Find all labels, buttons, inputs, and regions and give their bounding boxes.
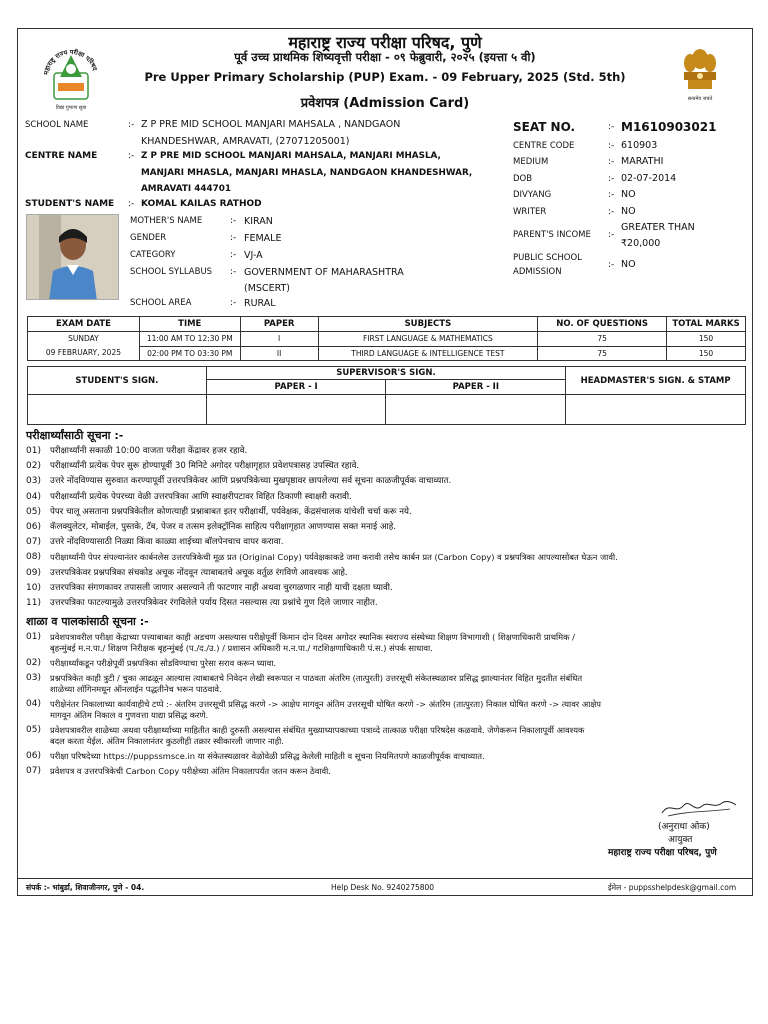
writer-value: NO xyxy=(621,206,636,217)
school-instructions-list xyxy=(26,632,748,781)
list-item: 05) प्रवेशपत्रावरील शाळेच्या अथवा परीक्षार्थ्याच्या माहितीत काही दुरुस्ती असल्यास संबंधित मुख्याध्यापकाच्या पत्राव्दे तात्काळ परीक्षा परिषदेस कळवावे. जेणेकरून निकालापूर्वी आवश्यक बदल करता येईल. अंतिम निकालानंतर कुठलीही तक्रार स्वीकारली जाणार नाही. xyxy=(26,725,585,746)
logo-motto-text: विद्या गुणाण सूत्रा xyxy=(55,105,87,111)
list-item: 06) कॅलक्युलेटर, मोबाईल, पुस्तके, टॅब, पेजर व तत्सम इलेक्ट्रॉनिक साहित्य परीक्षागृहात आणण्यास सक्त मनाई आहे. xyxy=(26,521,397,532)
row1-questions: 75 xyxy=(538,332,667,347)
school-name-label: SCHOOL NAME xyxy=(25,120,89,130)
gender-sep: :- xyxy=(230,233,237,243)
seat-no-sep: :- xyxy=(608,122,615,132)
syllabus-line1: GOVERNMENT OF MAHARASHTRA xyxy=(244,267,404,278)
commissioner-designation: आयुक्त xyxy=(668,835,693,845)
centre-code-label: CENTRE CODE xyxy=(513,141,575,151)
list-item: 03) प्रश्नपत्रिकेत काही त्रुटी / चुका आढळून आल्यास त्याबाबतचे निवेदन लेखी स्वरूपात न पाठवता अंतरिम (तात्पुरती) उत्तरसूची संकेतस्थळावर प्रसिद्ध झाल्यानंतर विहित मुदतीत संबंधित शाळेच्या लॉगिनमधून ऑनलाईन पद्धतीनेच भरून पाठवावे. xyxy=(26,673,583,694)
income-sep: :- xyxy=(608,230,615,240)
list-item: 04) परीक्षेनंतर निकालाच्या कार्यवाहीचे टप्पे :- अंतरिम उत्तरसूची प्रसिद्ध करणे -> आक्षेप मागवून अंतिम उत्तरसूची घोषित करणे -> अंतरिम (तात्पुरता) निकाल घोषित करणे -> त्यावर आक्षेप मागवून अंतिम निकाल व गुणवत्ता याद्या प्रसिद्ध करणे. xyxy=(26,699,601,720)
syllabus-label: SCHOOL SYLLABUS xyxy=(130,267,213,277)
dob-label: DOB xyxy=(513,174,533,184)
list-item: 02) परीक्षार्थ्यांनी प्रत्येक पेपर सुरू होण्यापूर्वी 30 मिनिटे अगोदर परीक्षागृहात प्रवेशपत्रासह उपस्थित रहावे. xyxy=(26,461,360,472)
col-subjects: SUBJECTS xyxy=(318,317,538,332)
medium-label: MEDIUM xyxy=(513,157,549,167)
centre-name-line1: Z P PRE MID SCHOOL MANJARI MAHSALA, MANJARI MHASLA, xyxy=(141,151,441,161)
area-value: RURAL xyxy=(244,298,276,309)
headmaster-sign-box xyxy=(566,395,746,425)
public-school-sep: :- xyxy=(608,260,615,270)
area-sep: :- xyxy=(230,298,237,308)
centre-name-sep: :- xyxy=(128,151,135,161)
divyang-label: DIVYANG xyxy=(513,190,552,200)
gender-value: FEMALE xyxy=(244,233,282,244)
centre-code-sep: :- xyxy=(608,141,615,151)
category-label: CATEGORY xyxy=(130,250,176,260)
public-school-label-line1: PUBLIC SCHOOL xyxy=(513,253,582,263)
row1-paper: I xyxy=(240,332,318,347)
exam-schedule-table xyxy=(27,316,746,361)
mother-name: KIRAN xyxy=(244,216,273,227)
list-item: 07) प्रवेशपत्र व उत्तरपत्रिकेची Carbon Copy परीक्षेच्या अंतिम निकालापर्यंत जतन करून ठेवावी. xyxy=(26,766,331,776)
admission-card-title: प्रवेशपत्र (Admission Card) xyxy=(300,96,470,111)
supervisor-sign-header: SUPERVISOR'S SIGN. xyxy=(206,367,565,380)
divyang-value: NO xyxy=(621,189,636,200)
writer-label: WRITER xyxy=(513,207,547,217)
centre-name-line2: MANJARI MHASLA, MANJARI MHASLA, NANDGAON KHANDESHWAR, xyxy=(141,168,473,178)
centre-code-value: 610903 xyxy=(621,140,658,151)
col-paper: PAPER xyxy=(240,317,318,332)
paper2-sign-box xyxy=(386,395,566,425)
list-item: 05) पेपर चालू असताना प्रश्नपत्रिकेतील कोणत्याही प्रश्नाबाबत इतर परीक्षार्थी, पर्यवेक्षक, केंद्रसंचालक यांचेशी चर्चा करू नये. xyxy=(26,506,412,517)
row2-subject: THIRD LANGUAGE & INTELLIGENCE TEST xyxy=(318,346,538,361)
centre-name-line3: AMRAVATI 444701 xyxy=(141,184,231,194)
school-instructions-title: शाळा व पालकांसाठी सूचना :- xyxy=(26,615,149,628)
list-item: 07) उत्तरे नोंदविण्यासाठी निळ्या किंवा काळ्या शाईच्या बॉलपेनचाच वापर करावा. xyxy=(26,537,284,548)
footer-divider xyxy=(18,878,752,879)
student-name-sep: :- xyxy=(128,199,135,209)
emblem-motto: सत्यमेव जयते xyxy=(687,96,713,102)
medium-value: MARATHI xyxy=(621,156,664,167)
logo-arc-text: महाराष्ट्र राज्य परीक्षा परिषद xyxy=(43,48,98,76)
exam-date-date: 09 FEBRUARY, 2025 xyxy=(45,348,121,357)
commissioner-name: (अनुराधा ओक) xyxy=(658,822,710,832)
col-time: TIME xyxy=(139,317,240,332)
list-item: 03) उत्तरे नोंदविण्यास सुरुवात करण्यापूर्वी उत्तरपत्रिकेवर आणि प्रश्नपत्रिकेच्या मुखपृष्ठावर छापलेल्या सर्व सूचना काळजीपूर्वक वाचाव्यात. xyxy=(26,476,452,487)
table-row xyxy=(28,332,746,347)
school-name-line2: KHANDESHWAR, AMRAVATI, (27071205001) xyxy=(141,136,350,147)
list-item: 01) परीक्षार्थ्यांनी सकाळी 10:00 वाजता परीक्षा केंद्रावर हजर रहावे. xyxy=(26,446,248,456)
dob-sep: :- xyxy=(608,174,615,184)
headmaster-sign-header: HEADMASTER'S SIGN. & STAMP xyxy=(566,367,746,395)
seat-no-label: SEAT NO. xyxy=(513,120,576,134)
medium-sep: :- xyxy=(608,157,615,167)
list-item: 06) परीक्षा परिषदेच्या https://puppssmsce.in या संकेतस्थळावर वेळोवेळी प्रसिद्ध केलेली माहिती व सूचना नियमितपणे काळजीपूर्वक वाचाव्यात. xyxy=(26,751,485,761)
income-label: PARENT'S INCOME xyxy=(513,230,591,240)
row2-paper: II xyxy=(240,346,318,361)
student-photo xyxy=(26,214,119,300)
paper1-sign-header: PAPER - I xyxy=(206,380,386,395)
writer-sep: :- xyxy=(608,207,615,217)
exam-title-english: Pre Upper Primary Scholarship (PUP) Exam. - 09 February, 2025 (Std. 5th) xyxy=(144,70,626,84)
gender-label: GENDER xyxy=(130,233,167,243)
list-item: 10) उत्तरपत्रिका संगणकावर तपासली जाणार असल्याने ती फाटणार नाही अथवा चुरगळणार नाही याची दक्षता घ्यावी. xyxy=(26,582,393,593)
list-item: 09) उत्तरपत्रिकेवर प्रश्नपत्रिका संचकोड अचूक नोंदवून त्याबाबतचे अचूक वर्तुळ रंगविणे आवश्यक आहे. xyxy=(26,567,348,578)
col-total-marks: TOTAL MARKS xyxy=(667,317,746,332)
divyang-sep: :- xyxy=(608,190,615,200)
dob-value: 02-07-2014 xyxy=(621,173,677,184)
list-item: 01) प्रवेशपत्रावरील परीक्षा केंद्राच्या पत्त्याबाबत काही अडचण असल्यास परीक्षेपूर्वी किमान दोन दिवस अगोदर स्थानिक स्वराज्य संस्थेच्या शिक्षण विभागाशी ( शिक्षणाधिकारी प्राथमिक / बृहन्मुंबई म.न.पा./ शिक्षण निरीक्षक बृहन्मुंबई (प./द./उ.) / प्रशासन अधिकारी म.न.पा./ गटशिक्षणाधिकारी पं.स.) संपर्क साधावा. xyxy=(26,632,575,653)
school-name-line1: Z P PRE MID SCHOOL MANJARI MAHSALA , NANDGAON xyxy=(141,119,401,130)
category-value: VJ-A xyxy=(244,250,263,261)
mother-name-label: MOTHER'S NAME xyxy=(130,216,203,226)
student-instructions-list xyxy=(26,446,746,613)
row1-marks: 150 xyxy=(667,332,746,347)
student-sign-box xyxy=(28,395,207,425)
area-label: SCHOOL AREA xyxy=(130,298,192,308)
row2-questions: 75 xyxy=(538,346,667,361)
signature-table xyxy=(27,366,746,425)
category-sep: :- xyxy=(230,250,237,260)
public-school-label-line2: ADMISSION xyxy=(513,267,562,277)
footer-email: ईमेल - puppsshelpdesk@gmail.com xyxy=(608,883,737,892)
commissioner-signature xyxy=(658,797,738,819)
list-item: 02) परीक्षार्थ्यांकडून परीक्षेपूर्वी प्रश्नपत्रिका सोडविण्याचा पुरेसा सराव करून घ्यावा. xyxy=(26,658,277,668)
row2-time: 02:00 PM TO 03:30 PM xyxy=(139,346,240,361)
list-item: 11) उत्तरपत्रिका फाटल्यामुळे उत्तरपत्रिकेवर रंगविलेले पर्याय दिसत नसल्यास त्या प्रश्नांचे गुण दिले जाणार नाहीत. xyxy=(26,597,378,608)
exam-date-day: SUNDAY xyxy=(68,334,99,343)
student-instructions-title: परीक्षार्थ्यांसाठी सूचना :- xyxy=(26,429,124,442)
mother-name-sep: :- xyxy=(230,216,237,226)
public-school-value: NO xyxy=(621,259,636,270)
footer-helpdesk: Help Desk No. 9240275800 xyxy=(331,883,435,892)
admission-card xyxy=(17,28,753,896)
list-item: 04) परीक्षार्थ्यांनी प्रत्येक पेपरच्या वेळी उत्तरपत्रिका आणि स्वाक्षरीपटावर विहित ठिकाणी स्वाक्षरी करावी. xyxy=(26,491,352,502)
student-name-label: STUDENT'S NAME xyxy=(25,199,115,209)
board-title: महाराष्ट्र राज्य परीक्षा परिषद, पुणे xyxy=(288,33,482,52)
seat-no-value: M1610903021 xyxy=(621,120,717,134)
exam-title-marathi: पूर्व उच्च प्राथमिक शिष्यवृत्ती परीक्षा - ०९ फेब्रुवारी, २०२५ (इयत्ता ५ वी) xyxy=(234,50,536,64)
footer-contact: संपर्क :- भांबुर्डा, शिवाजीनगर, पुणे - 04. xyxy=(26,883,145,892)
exam-table-header-row xyxy=(28,317,746,332)
paper2-sign-header: PAPER - II xyxy=(386,380,566,395)
row1-subject: FIRST LANGUAGE & MATHEMATICS xyxy=(318,332,538,347)
income-line1: GREATER THAN xyxy=(621,222,695,233)
student-sign-header: STUDENT'S SIGN. xyxy=(28,367,207,395)
school-name-sep: :- xyxy=(128,120,135,130)
student-name: KOMAL KAILAS RATHOD xyxy=(141,199,262,209)
syllabus-sep: :- xyxy=(230,267,237,277)
exam-date-cell xyxy=(28,332,140,361)
list-item: 08) परीक्षार्थ्यांनी पेपर संपल्यानंतर कार्बनलेस उत्तरपत्रिकेची मूळ प्रत (Original Copy) पर्यवेक्षकाकडे जमा करावी तसेच कार्बन प्रत (Carbon Copy) व प्रश्नपत्रिका आपल्यासोबत घेऊन जावी. xyxy=(26,552,618,563)
income-line2: ₹20,000 xyxy=(621,238,661,249)
col-exam-date: EXAM DATE xyxy=(28,317,140,332)
syllabus-line2: (MSCERT) xyxy=(244,283,290,294)
paper1-sign-box xyxy=(206,395,386,425)
col-questions: NO. OF QUESTIONS xyxy=(538,317,667,332)
row2-marks: 150 xyxy=(667,346,746,361)
row1-time: 11:00 AM TO 12:30 PM xyxy=(139,332,240,347)
centre-name-label: CENTRE NAME xyxy=(25,151,98,161)
commissioner-office: महाराष्ट्र राज्य परीक्षा परिषद, पुणे xyxy=(608,848,717,858)
